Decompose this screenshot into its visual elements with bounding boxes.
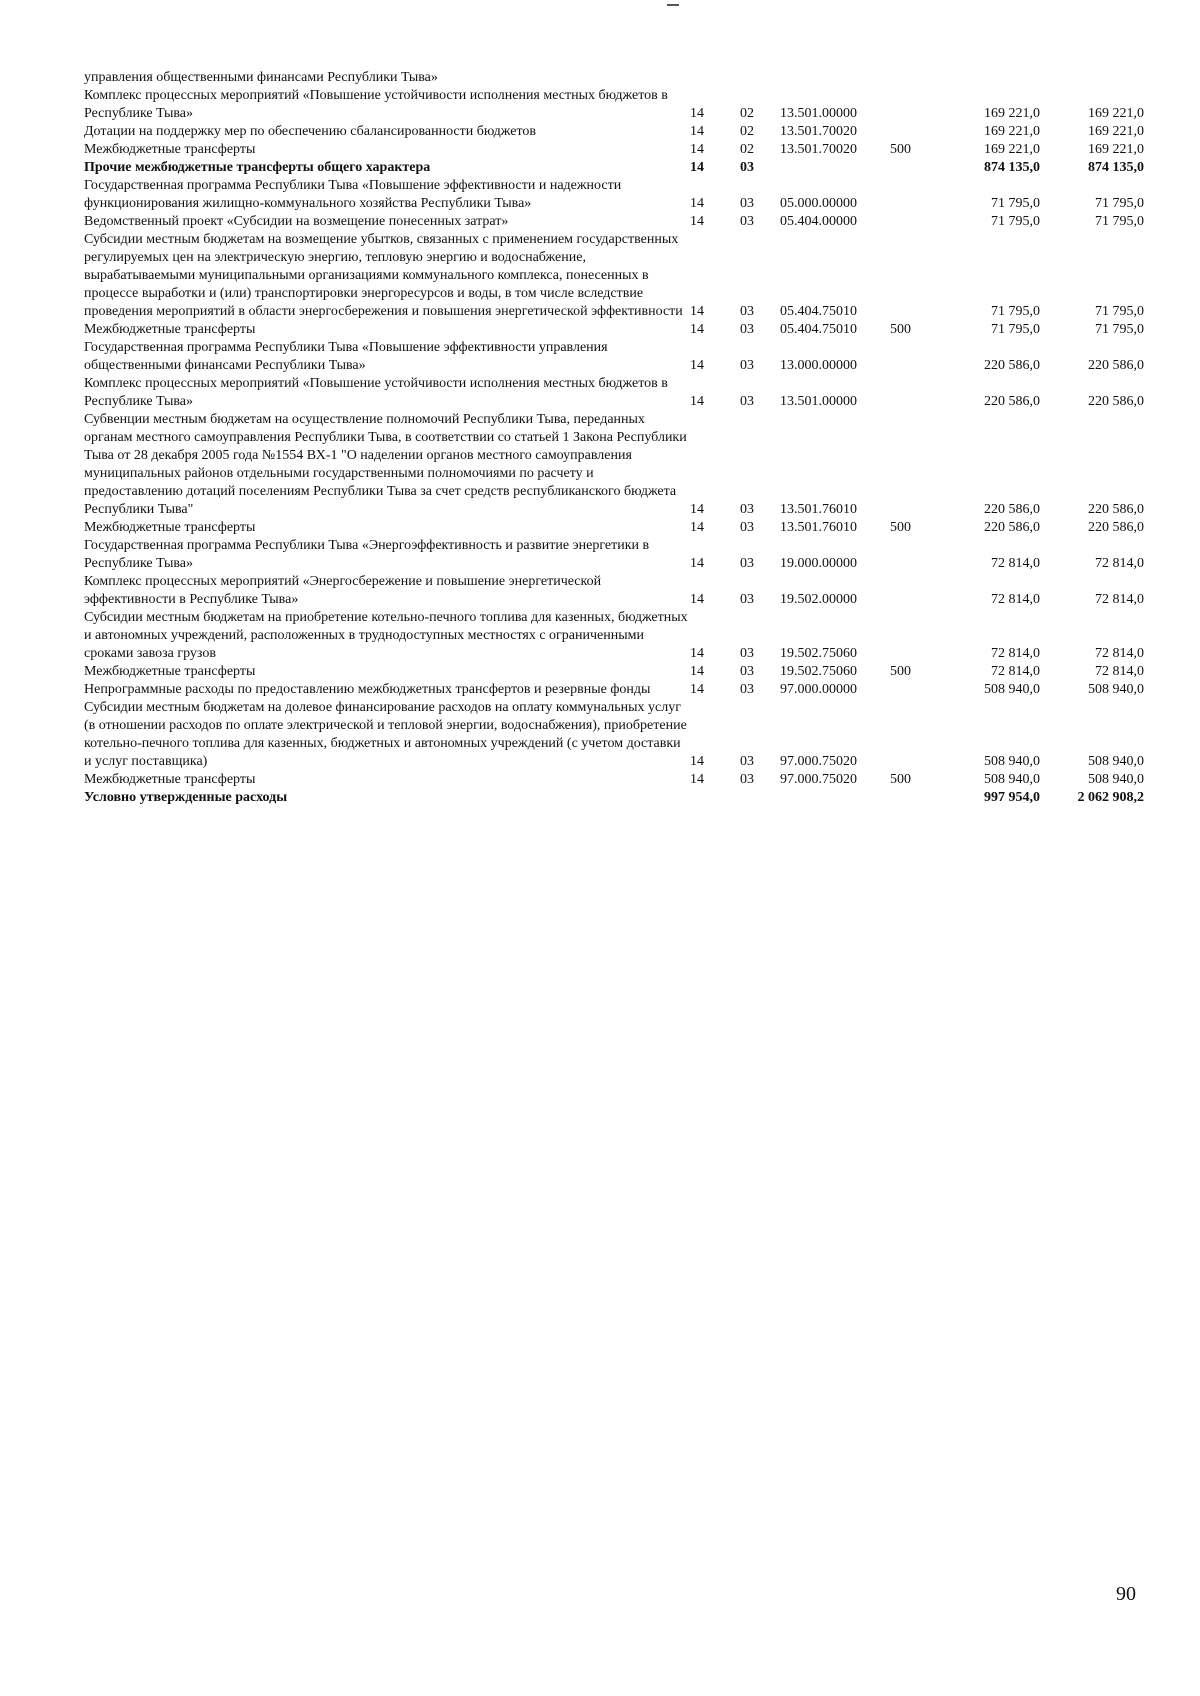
table-row	[84, 663, 1144, 681]
section-code-cell	[690, 69, 740, 87]
amount-year1-cell: 508 940,0	[984, 772, 1040, 787]
expense-type-cell	[890, 69, 950, 87]
amount-year2-cell: 169 221,0	[1088, 142, 1144, 157]
expense-type-cell: 500	[890, 664, 911, 679]
row-name-cell: Субсидии местным бюджетам на приобретение котельно-печного топлива для казенных, бюджетных и автономных учреждений, расположенных в труднодоступных местностях с ограниченными сроками завоза грузов	[84, 610, 688, 661]
subsection-code-cell: 03	[740, 664, 754, 679]
target-article-cell: 97.000.00000	[780, 682, 857, 697]
amount-year2-cell: 72 814,0	[1095, 646, 1144, 661]
subsection-code-cell	[740, 69, 780, 87]
amount-year1-cell: 220 586,0	[984, 502, 1040, 517]
budget-table-body	[84, 69, 1144, 807]
row-name-cell: Государственная программа Республики Тыва «Повышение эффективности и надежности функционирования жилищно-коммунального хозяйства Республики Тыва»	[84, 178, 622, 211]
table-row	[84, 231, 1144, 321]
target-article-cell: 05.404.00000	[780, 214, 857, 229]
subsection-code-cell: 03	[740, 502, 754, 517]
amount-year2-cell: 508 940,0	[1088, 682, 1144, 697]
amount-year2-cell: 72 814,0	[1095, 592, 1144, 607]
expense-type-cell	[890, 231, 950, 321]
subsection-code-cell: 03	[740, 196, 754, 211]
target-article-cell: 19.000.00000	[780, 556, 857, 571]
section-code-cell: 14	[690, 592, 704, 607]
row-name-cell: Условно утвержденные расходы	[84, 790, 288, 805]
section-code-cell: 14	[690, 358, 704, 373]
expense-type-cell	[890, 411, 950, 519]
amount-year2-cell: 169 221,0	[1088, 106, 1144, 121]
amount-year1-cell: 220 586,0	[984, 520, 1040, 535]
section-code-cell: 14	[690, 682, 704, 697]
amount-year2-cell: 71 795,0	[1095, 304, 1144, 319]
expense-type-cell: 500	[890, 322, 911, 337]
amount-year2-cell: 72 814,0	[1095, 556, 1144, 571]
amount-year2-cell: 220 586,0	[1088, 502, 1144, 517]
amount-year2-cell: 71 795,0	[1095, 214, 1144, 229]
amount-year1-cell: 169 221,0	[984, 142, 1040, 157]
amount-year1-cell: 997 954,0	[984, 790, 1040, 805]
amount-year1-cell: 220 586,0	[984, 394, 1040, 409]
table-row	[84, 411, 1144, 519]
target-article-cell: 19.502.00000	[780, 592, 857, 607]
table-row	[84, 537, 1144, 573]
row-name-cell: Комплекс процессных мероприятий «Повышение устойчивости исполнения местных бюджетов в Республике Тыва»	[84, 376, 668, 409]
amount-year2-cell: 71 795,0	[1095, 322, 1144, 337]
row-name-cell: Межбюджетные трансферты	[84, 772, 256, 787]
section-code-cell: 14	[690, 754, 704, 769]
subsection-code-cell: 03	[740, 394, 754, 409]
expense-type-cell	[890, 123, 950, 141]
table-row	[84, 771, 1144, 789]
amount-year2-cell: 874 135,0	[1088, 160, 1144, 175]
section-code-cell: 14	[690, 322, 704, 337]
amount-year1-cell: 220 586,0	[984, 358, 1040, 373]
section-code-cell: 14	[690, 646, 704, 661]
section-code-cell: 14	[690, 394, 704, 409]
expense-type-cell	[890, 609, 950, 663]
table-row	[84, 789, 1144, 807]
amount-year2-cell: 169 221,0	[1088, 124, 1144, 139]
section-code-cell: 14	[690, 214, 704, 229]
expense-type-cell: 500	[890, 772, 911, 787]
target-article-cell	[780, 159, 890, 177]
expense-type-cell	[890, 699, 950, 771]
row-name-cell: Субсидии местным бюджетам на возмещение убытков, связанных с применением государственных регулируемых цен на электрическую энергию, тепловую энергию и водоснабжение, вырабатываемыми муниципальными организациями коммунального комплекса, понесенных в процессе выработки и (или) транспортировки энергоресурсов и воды, в том числе вследствие проведения мероприятий в области энергосбережения и повышения энергетической эффективности	[84, 232, 683, 319]
subsection-code-cell: 03	[740, 214, 754, 229]
row-name-cell: Дотации на поддержку мер по обеспечению сбалансированности бюджетов	[84, 124, 536, 139]
row-name-cell: Ведомственный проект «Субсидии на возмещение понесенных затрат»	[84, 214, 509, 229]
amount-year2-cell: 71 795,0	[1095, 196, 1144, 211]
expense-type-cell	[890, 681, 950, 699]
amount-year1-cell	[950, 69, 1040, 87]
row-name-cell: Государственная программа Республики Тыва «Энергоэффективность и развитие энергетики в Республике Тыва»	[84, 538, 650, 571]
section-code-cell: 14	[690, 772, 704, 787]
amount-year1-cell: 508 940,0	[984, 682, 1040, 697]
row-name-cell: Субвенции местным бюджетам на осуществление полномочий Республики Тыва, переданных органам местного самоуправления Республики Тыва, в соответствии со статьей 1 Закона Республики Тыва от 28 декабря 2005 года №1554 ВХ-1 "О наделении органов местного самоуправления муниципальных районов отдельными государственными полномочиями по расчету и предоставлению дотаций поселениям Республики Тыва за счет средств республиканского бюджета Республики Тыва"	[84, 412, 687, 517]
expense-type-cell	[890, 159, 950, 177]
amount-year1-cell: 169 221,0	[984, 106, 1040, 121]
table-row	[84, 699, 1144, 771]
subsection-code-cell: 03	[740, 556, 754, 571]
expense-type-cell	[890, 213, 950, 231]
subsection-code-cell: 03	[740, 358, 754, 373]
expense-type-cell	[890, 87, 950, 123]
table-row	[84, 573, 1144, 609]
expense-type-cell	[890, 573, 950, 609]
section-code-cell: 14	[690, 664, 704, 679]
section-code-cell: 14	[690, 124, 704, 139]
page-number: 90	[1116, 1583, 1136, 1605]
row-name-cell: Непрограммные расходы по предоставлению межбюджетных трансфертов и резервные фонды	[84, 682, 651, 697]
row-name-cell: Государственная программа Республики Тыва «Повышение эффективности управления общественными финансами Республики Тыва»	[84, 340, 608, 373]
section-code-cell: 14	[690, 142, 704, 157]
section-code-cell: 14	[690, 304, 704, 319]
section-code-cell: 14	[690, 106, 704, 121]
row-name-cell: Комплекс процессных мероприятий «Энергосбережение и повышение энергетической эффективности в Республике Тыва»	[84, 574, 602, 607]
section-code-cell: 14	[690, 160, 704, 175]
amount-year2-cell: 220 586,0	[1088, 358, 1144, 373]
amount-year1-cell: 72 814,0	[991, 646, 1040, 661]
amount-year1-cell: 71 795,0	[991, 196, 1040, 211]
section-code-cell: 14	[690, 502, 704, 517]
subsection-code-cell: 03	[740, 646, 754, 661]
target-article-cell: 13.000.00000	[780, 358, 857, 373]
target-article-cell: 13.501.76010	[780, 520, 857, 535]
amount-year2-cell: 508 940,0	[1088, 754, 1144, 769]
target-article-cell: 05.404.75010	[780, 322, 857, 337]
target-article-cell: 97.000.75020	[780, 772, 857, 787]
expense-type-cell	[890, 375, 950, 411]
amount-year2-cell: 2 062 908,2	[1077, 790, 1144, 805]
table-row	[84, 519, 1144, 537]
expense-type-cell: 500	[890, 142, 911, 157]
target-article-cell: 13.501.00000	[780, 106, 857, 121]
table-row	[84, 609, 1144, 663]
table-row	[84, 141, 1144, 159]
subsection-code-cell	[740, 789, 780, 807]
amount-year1-cell: 72 814,0	[991, 592, 1040, 607]
subsection-code-cell: 02	[740, 106, 754, 121]
amount-year1-cell: 71 795,0	[991, 304, 1040, 319]
scan-artifact	[667, 4, 679, 6]
row-name-cell: Субсидии местным бюджетам на долевое финансирование расходов на оплату коммунальных услуг (в отношении расходов по оплате электрической и тепловой энергии, водоснабжения), приобретение котельно-печного топлива для казенных, бюджетных и автономных учреждений (с учетом доставки и услуг поставщика)	[84, 700, 687, 769]
amount-year1-cell: 71 795,0	[991, 322, 1040, 337]
row-name-cell: Межбюджетные трансферты	[84, 322, 256, 337]
table-row	[84, 213, 1144, 231]
subsection-code-cell: 03	[740, 520, 754, 535]
target-article-cell: 05.404.75010	[780, 304, 857, 319]
table-row	[84, 87, 1144, 123]
target-article-cell: 97.000.75020	[780, 754, 857, 769]
target-article-cell: 19.502.75060	[780, 646, 857, 661]
section-code-cell: 14	[690, 556, 704, 571]
section-code-cell: 14	[690, 196, 704, 211]
amount-year1-cell: 72 814,0	[991, 664, 1040, 679]
table-row	[84, 321, 1144, 339]
target-article-cell	[780, 69, 890, 87]
section-code-cell: 14	[690, 520, 704, 535]
subsection-code-cell: 03	[740, 754, 754, 769]
amount-year1-cell: 169 221,0	[984, 124, 1040, 139]
amount-year2-cell: 72 814,0	[1095, 664, 1144, 679]
amount-year2-cell: 220 586,0	[1088, 520, 1144, 535]
table-row	[84, 375, 1144, 411]
row-name-cell: Комплекс процессных мероприятий «Повышение устойчивости исполнения местных бюджетов в Республике Тыва»	[84, 88, 668, 121]
amount-year2-cell	[1040, 69, 1144, 87]
target-article-cell: 13.501.00000	[780, 394, 857, 409]
expense-type-cell	[890, 177, 950, 213]
expense-type-cell	[890, 339, 950, 375]
target-article-cell	[780, 789, 890, 807]
subsection-code-cell: 02	[740, 142, 754, 157]
row-name-cell: Межбюджетные трансферты	[84, 520, 256, 535]
table-row	[84, 681, 1144, 699]
row-name-cell: Межбюджетные трансферты	[84, 664, 256, 679]
subsection-code-cell: 03	[740, 322, 754, 337]
expense-type-cell	[890, 789, 950, 807]
subsection-code-cell: 03	[740, 592, 754, 607]
budget-table	[84, 69, 1144, 807]
row-name-cell: Прочие межбюджетные трансферты общего характера	[84, 160, 431, 175]
target-article-cell: 13.501.70020	[780, 124, 857, 139]
amount-year1-cell: 874 135,0	[984, 160, 1040, 175]
target-article-cell: 13.501.76010	[780, 502, 857, 517]
amount-year1-cell: 508 940,0	[984, 754, 1040, 769]
table-row	[84, 123, 1144, 141]
expense-type-cell	[890, 537, 950, 573]
subsection-code-cell: 03	[740, 160, 754, 175]
subsection-code-cell: 03	[740, 304, 754, 319]
amount-year1-cell: 71 795,0	[991, 214, 1040, 229]
subsection-code-cell: 03	[740, 772, 754, 787]
table-row	[84, 339, 1144, 375]
target-article-cell: 13.501.70020	[780, 142, 857, 157]
table-row	[84, 159, 1144, 177]
subsection-code-cell: 03	[740, 682, 754, 697]
target-article-cell: 05.000.00000	[780, 196, 857, 211]
table-row	[84, 177, 1144, 213]
target-article-cell: 19.502.75060	[780, 664, 857, 679]
row-name-cell: Межбюджетные трансферты	[84, 142, 256, 157]
amount-year2-cell: 508 940,0	[1088, 772, 1144, 787]
amount-year1-cell: 72 814,0	[991, 556, 1040, 571]
row-name-cell: управления общественными финансами Республики Тыва»	[84, 70, 438, 85]
amount-year2-cell: 220 586,0	[1088, 394, 1144, 409]
expense-type-cell: 500	[890, 520, 911, 535]
subsection-code-cell: 02	[740, 124, 754, 139]
table-row	[84, 69, 1144, 87]
section-code-cell	[690, 789, 740, 807]
